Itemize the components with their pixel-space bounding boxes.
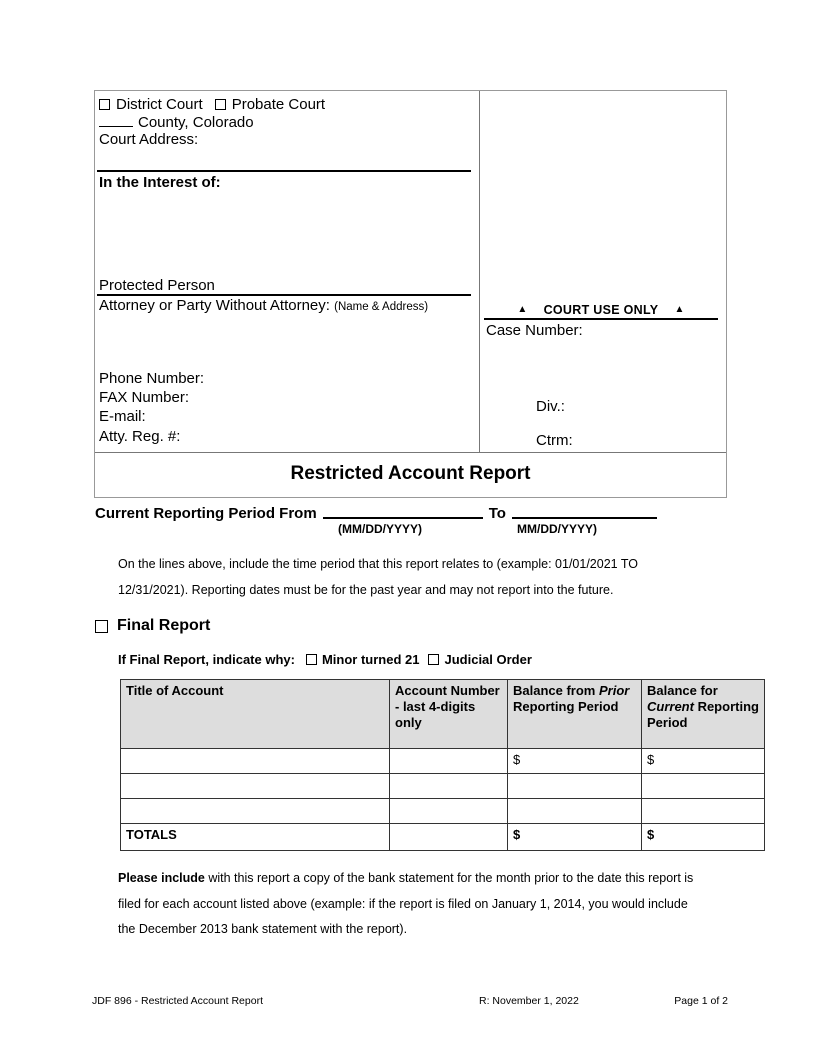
form-title: Restricted Account Report: [95, 452, 726, 497]
div-label: Div.:: [536, 398, 565, 415]
instruction-paragraph: On the lines above, include the time period that this report relates to (example: 01/01/2021 TO 12/31/2021). Reporting dates must be for the past year and may not report into the future.: [118, 557, 638, 597]
court-use-only-block: [484, 303, 718, 466]
cell-balance-prior[interactable]: [508, 774, 642, 799]
header-balance-prior-a: Balance from: [513, 683, 599, 698]
cell-account-number[interactable]: [390, 799, 508, 824]
cell-title[interactable]: [121, 749, 390, 774]
cell-totals-current[interactable]: $: [642, 824, 765, 851]
court-address-row: [95, 131, 479, 148]
reporting-period-section: [95, 505, 735, 538]
cell-balance-current[interactable]: [642, 774, 765, 799]
court-use-only-label: COURT USE ONLY: [543, 303, 659, 317]
county-blank-field[interactable]: [99, 126, 133, 127]
triangle-right-icon: ▲: [674, 304, 685, 315]
court-use-only-header: [484, 303, 718, 318]
cell-balance-prior[interactable]: [508, 799, 642, 824]
reporting-period-to-field[interactable]: [512, 517, 657, 519]
court-type-row: [95, 91, 479, 113]
cell-totals-label: TOTALS: [121, 824, 390, 851]
from-format-note: (MM/DD/YYYY): [338, 522, 422, 536]
cell-title[interactable]: [121, 799, 390, 824]
final-report-why-prompt: If Final Report, indicate why:: [118, 652, 295, 667]
court-address-entry-space[interactable]: [95, 148, 479, 170]
ctrm-label: Ctrm:: [536, 432, 573, 449]
case-number-label: Case Number:: [486, 322, 583, 339]
header-balance-current-a: Balance for: [647, 683, 718, 698]
header-account-number-text: Account Number - last 4-digits only: [395, 683, 500, 730]
cell-balance-prior[interactable]: $: [508, 749, 642, 774]
header-balance-prior-emph: Prior: [598, 683, 630, 698]
case-caption-box: [94, 90, 727, 498]
final-report-label: Final Report: [117, 617, 211, 634]
phone-number-label: Phone Number:: [99, 370, 205, 387]
in-the-interest-of-label: In the Interest of:: [99, 174, 221, 191]
caption-left-column: [95, 91, 480, 452]
table-row: [121, 799, 765, 824]
header-balance-current-b: Reporting Period: [647, 698, 759, 730]
attorney-label: Attorney or Party Without Attorney:: [99, 297, 330, 314]
email-label: E-mail:: [99, 408, 146, 426]
footer-revision-date: R: November 1, 2022: [479, 995, 579, 1007]
div-ctrm-row: [484, 339, 718, 466]
final-report-reason-row: [118, 652, 532, 667]
fax-number-label: FAX Number:: [99, 389, 190, 407]
triangle-left-icon: ▲: [517, 304, 528, 315]
checkbox-minor-turned-21[interactable]: [306, 654, 317, 665]
protected-person-label: Protected Person: [99, 277, 215, 294]
final-report-row: [95, 617, 210, 635]
cell-account-number[interactable]: [390, 774, 508, 799]
header-account-number: [390, 680, 508, 749]
closing-paragraph: [118, 866, 708, 943]
caption-left-bottom-pad: [95, 446, 479, 452]
footer-page-number: Page 1 of 2: [674, 995, 728, 1007]
table-row: [121, 749, 765, 774]
reporting-period-row: [95, 505, 735, 522]
court-use-only-column: [480, 91, 726, 452]
table-row: [121, 774, 765, 799]
cell-balance-current[interactable]: [642, 799, 765, 824]
atty-reg-label: Atty. Reg. #:: [99, 427, 181, 445]
cell-title[interactable]: [121, 774, 390, 799]
accounts-table: [120, 679, 765, 851]
header-balance-current: [642, 680, 765, 749]
minor-turned-21-label: Minor turned 21: [321, 652, 420, 667]
to-format-note: MM/DD/YYYY): [517, 522, 598, 536]
table-row-totals: [121, 824, 765, 851]
attorney-row: [95, 296, 479, 314]
judicial-order-label: Judicial Order: [444, 652, 532, 667]
header-balance-current-emph: Current: [647, 698, 694, 714]
district-court-label: District Court: [116, 96, 203, 113]
reporting-period-format-notes: [95, 522, 735, 538]
header-title-of-account-text: Title of Account: [126, 683, 224, 698]
table-header-row: [121, 680, 765, 749]
accounts-table-body: [121, 749, 765, 851]
cell-totals-prior[interactable]: $: [508, 824, 642, 851]
court-address-label: Court Address:: [99, 131, 199, 148]
county-label: County, Colorado: [138, 114, 254, 131]
cell-account-number[interactable]: [390, 749, 508, 774]
reporting-period-from-field[interactable]: [323, 517, 483, 519]
probate-court-label: Probate Court: [231, 96, 326, 113]
header-balance-prior-b: Reporting Period: [513, 698, 619, 714]
checkbox-district-court[interactable]: [99, 99, 110, 110]
cell-totals-account-number[interactable]: [390, 824, 508, 851]
closing-bold-lead: Please include: [118, 871, 205, 885]
header-title-of-account: [121, 680, 390, 749]
in-the-interest-of-entry-space[interactable]: [95, 191, 479, 277]
reporting-period-prefix: Current Reporting Period From: [95, 505, 317, 522]
caption-columns: [95, 91, 726, 452]
page-footer: [92, 995, 728, 1007]
closing-rest: with this report a copy of the bank statement for the month prior to the date this report is filed for each account listed above (example: if the report is filed on January 1, 2014, you would include the December 2013 bank statement with the report).: [118, 871, 694, 937]
header-balance-prior: [508, 680, 642, 749]
attorney-label-note: (Name & Address): [334, 301, 429, 313]
checkbox-probate-court[interactable]: [215, 99, 226, 110]
reporting-period-to-label: To: [488, 505, 506, 522]
county-row: [95, 113, 479, 131]
checkbox-final-report[interactable]: [95, 620, 108, 633]
attorney-entry-space[interactable]: [95, 314, 479, 369]
cell-balance-current[interactable]: $: [642, 749, 765, 774]
footer-form-id: JDF 896 - Restricted Account Report: [92, 995, 263, 1007]
accounts-table-head: [121, 680, 765, 749]
checkbox-judicial-order[interactable]: [428, 654, 439, 665]
contact-fields: [95, 369, 479, 446]
